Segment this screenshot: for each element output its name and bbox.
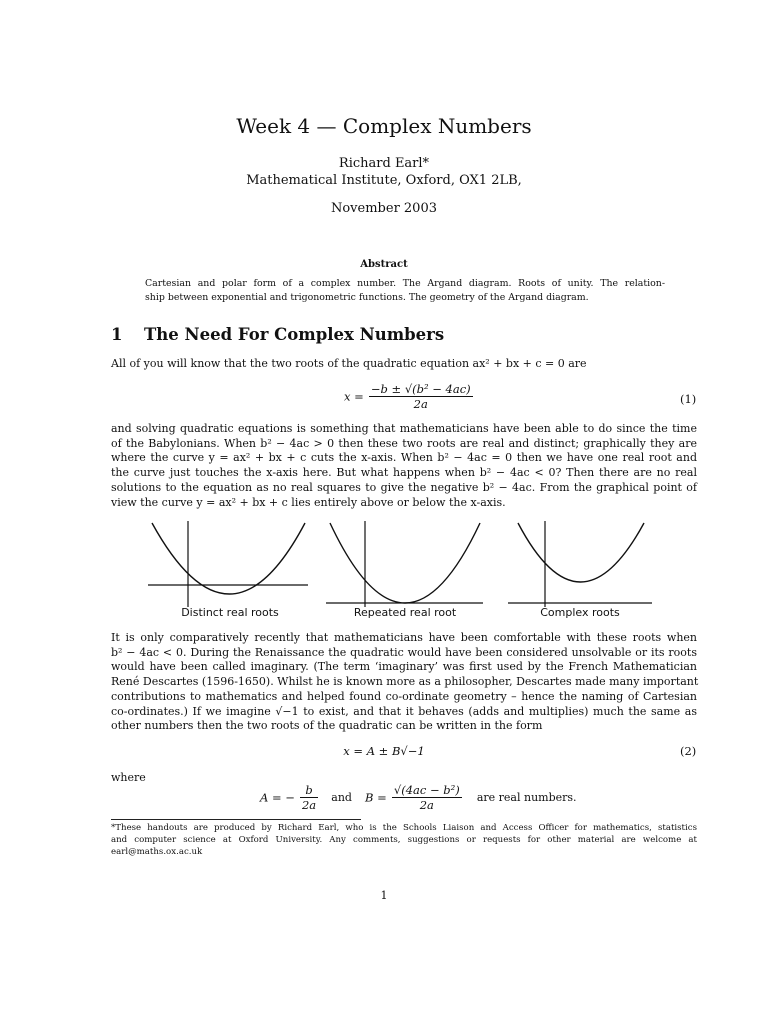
equation-3-b-denominator: 2a [392, 797, 462, 812]
paragraph-3 [111, 631, 697, 734]
parabola-curve [152, 523, 305, 594]
equation-3-b-numerator: √(4ac − b²) [393, 783, 460, 797]
equation-1-fraction [369, 382, 473, 411]
equation-3-a-fraction [300, 783, 318, 812]
equation-3 [260, 783, 577, 812]
section-heading [111, 325, 444, 344]
author-institution: Mathematical Institute, Oxford, OX1 2LB, [246, 173, 522, 188]
document-title: Week 4 — Complex Numbers [236, 114, 532, 138]
paragraph-line: All of you will know that the two roots of the quadratic equation ax² + bx + c = 0 are [111, 357, 587, 370]
equation-3-b-lhs: B = [365, 790, 387, 805]
paragraph-line: and solving quadratic equations is something that mathematicians have been able to do since the time [111, 422, 697, 435]
section-number: 1 [111, 325, 123, 344]
equation-1-lhs: x = [344, 389, 364, 404]
paragraph-line: contributions to mathematics and helped found co-ordinate geometry – hence the naming of Cartesian [111, 689, 697, 703]
parabola-curve [330, 523, 480, 603]
paragraph-line: solutions to the equation as no real squares to give the negative b² − 4ac. From the graphical point of [111, 480, 697, 494]
paragraph-line: René Descartes (1596-1650). Whilst he is known more as a philosopher, Descartes made many important [111, 675, 699, 689]
abstract-line: Cartesian and polar form of a complex number. The Argand diagram. Roots of unity. The relation- [145, 278, 665, 289]
graph-complex-roots [508, 521, 652, 607]
equation-1-number: (1) [680, 392, 697, 406]
graph-caption: Distinct real roots [181, 606, 279, 619]
paragraph-line: b² − 4ac < 0. During the Renaissance the quadratic would have been considered unsolvable or its roots [111, 645, 697, 659]
paragraph-line: would have been called imaginary. (The term ‘imaginary’ was first used by the French Mathematician [111, 660, 697, 674]
equation-2: x = A ± B√−1 [343, 744, 425, 758]
equation-1-denominator: 2a [369, 396, 473, 411]
page-number: 1 [380, 889, 388, 902]
paragraph-line: where the curve y = ax² + bx + c cuts the x-axis. When b² − 4ac = 0 then we have one real root and [111, 451, 697, 465]
footnote-rule [111, 819, 361, 820]
graph-caption: Complex roots [540, 606, 620, 619]
abstract-text [145, 277, 665, 305]
paragraph-line: other numbers then the two roots of the quadratic can be written in the form [111, 719, 543, 733]
abstract-line: ship between exponential and trigonometric functions. The geometry of the Argand diagram. [145, 292, 589, 303]
equation-3-b-fraction [392, 783, 462, 812]
footnote-line: earl@maths.ox.ac.uk [111, 847, 203, 857]
graph-distinct-roots [148, 521, 308, 607]
author-name: Richard Earl* [338, 156, 430, 171]
equation-3-a-denominator: 2a [301, 798, 317, 812]
footnote [111, 822, 697, 858]
abstract-heading: Abstract [360, 259, 408, 270]
footnote-line: and computer science at Oxford University. Any comments, suggestions or requests for other material are welcome at [111, 835, 697, 845]
paragraph-line: the curve just touches the x-axis here. But what happens when b² − 4ac < 0? Then there are no real [111, 466, 697, 480]
equation-3-tail: are real numbers. [476, 791, 577, 804]
section-title: The Need For Complex Numbers [144, 325, 445, 344]
equation-3-a-numerator: b [305, 783, 313, 797]
equation-1 [344, 382, 473, 411]
equation-3-and: and [331, 791, 352, 804]
paragraph-2 [111, 422, 697, 510]
graph-caption: Repeated real root [353, 606, 457, 619]
footnote-line: *These handouts are produced by Richard Earl, who is the Schools Liaison and Access Officer for mathematics, statistics [111, 823, 697, 833]
intro-paragraph [111, 357, 697, 372]
paragraph-line: co-ordinates.) If we imagine √−1 to exist, and that it behaves (adds and multiplies) much the same as [111, 704, 697, 718]
paragraph-line: where [111, 771, 146, 784]
paragraph-line: It is only comparatively recently that mathematicians have been comfortable with these roots when [111, 631, 697, 644]
paragraph-line: of the Babylonians. When b² − 4ac > 0 then these two roots are real and distinct; graphically they are [111, 436, 697, 450]
equation-2-number: (2) [680, 744, 697, 758]
document-date: November 2003 [330, 201, 437, 216]
graph-repeated-root [326, 521, 483, 607]
paragraph-line: view the curve y = ax² + bx + c lies entirely above or below the x-axis. [111, 495, 506, 509]
equation-1-numerator: −b ± √(b² − 4ac) [370, 382, 471, 396]
parabola-curve [518, 523, 644, 582]
equation-3-a-lhs: A = − [260, 790, 295, 805]
